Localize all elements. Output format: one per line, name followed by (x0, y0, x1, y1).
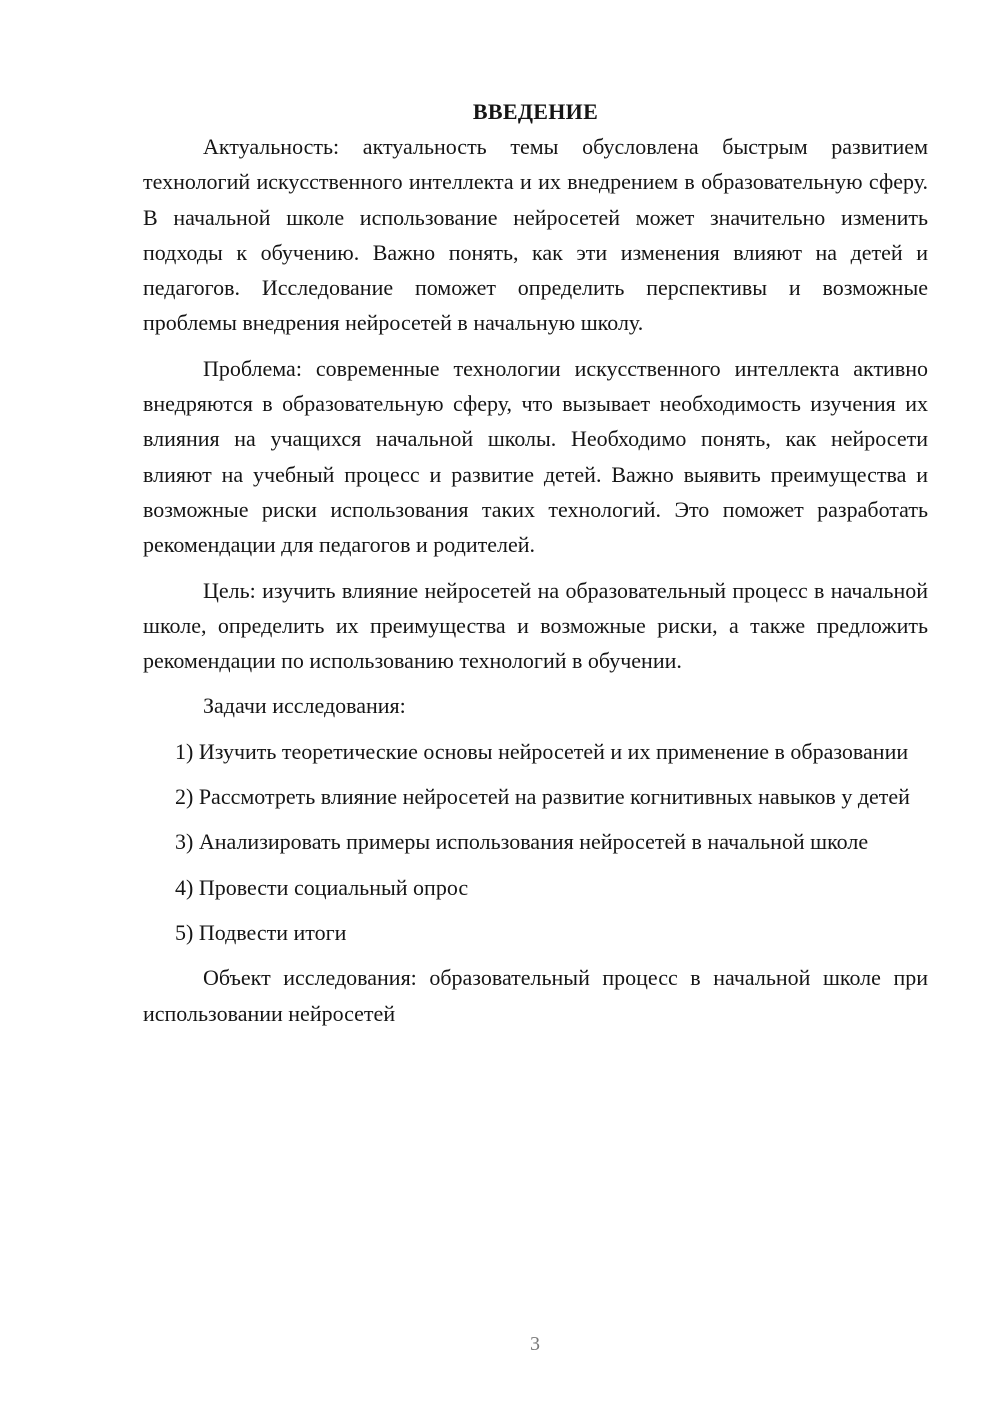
tasks-heading: Задачи исследования: (203, 693, 406, 719)
task-item: 2) Рассмотреть влияние нейросетей на развитие когнитивных навыков у детей (175, 784, 910, 810)
task-item: 5) Подвести итоги (175, 919, 347, 945)
section-title: ВВЕДЕНИЕ (472, 99, 599, 124)
page-number: 3 (530, 1333, 540, 1355)
task-item: 3) Анализировать примеры использования нейросетей в начальной школе (175, 829, 869, 855)
relevance-paragraph: Актуальность: актуальность темы обусловлена быстрым развитием технологий искусственного интеллекта и их внедрением в образовательную сферу. В начальной школе использование нейросетей может значительно изменить подходы к обучению. Важно понять, как эти изменения влияют на детей и педагогов. Исследование поможет определить перспективы и возможные проблемы внедрения нейросетей в начальную школу. (143, 134, 928, 336)
page-content (143, 94, 928, 1031)
object-paragraph: Объект исследования: образовательный процесс в начальной школе при использовании нейросетей (143, 965, 928, 1026)
problem-paragraph: Проблема: современные технологии искусственного интеллекта активно внедряются в образовательную сферу, что вызывает необходимость изучения их влияния на учащихся начальной школы. Необходимо понять, как нейросети влияют на учебный процесс и развитие детей. Важно выявить преимущества и возможные риски использования таких технологий. Это поможет разработать рекомендации для педагогов и родителей. (143, 355, 928, 558)
goal-paragraph: Цель: изучить влияние нейросетей на образовательный процесс в начальной школе, определить их преимущества и возможные риски, а также предложить рекомендации по использованию технологий в обучении. (143, 577, 928, 674)
task-item: 1) Изучить теоретические основы нейросетей и их применение в образовании (175, 738, 909, 764)
task-item: 4) Провести социальный опрос (175, 874, 469, 900)
